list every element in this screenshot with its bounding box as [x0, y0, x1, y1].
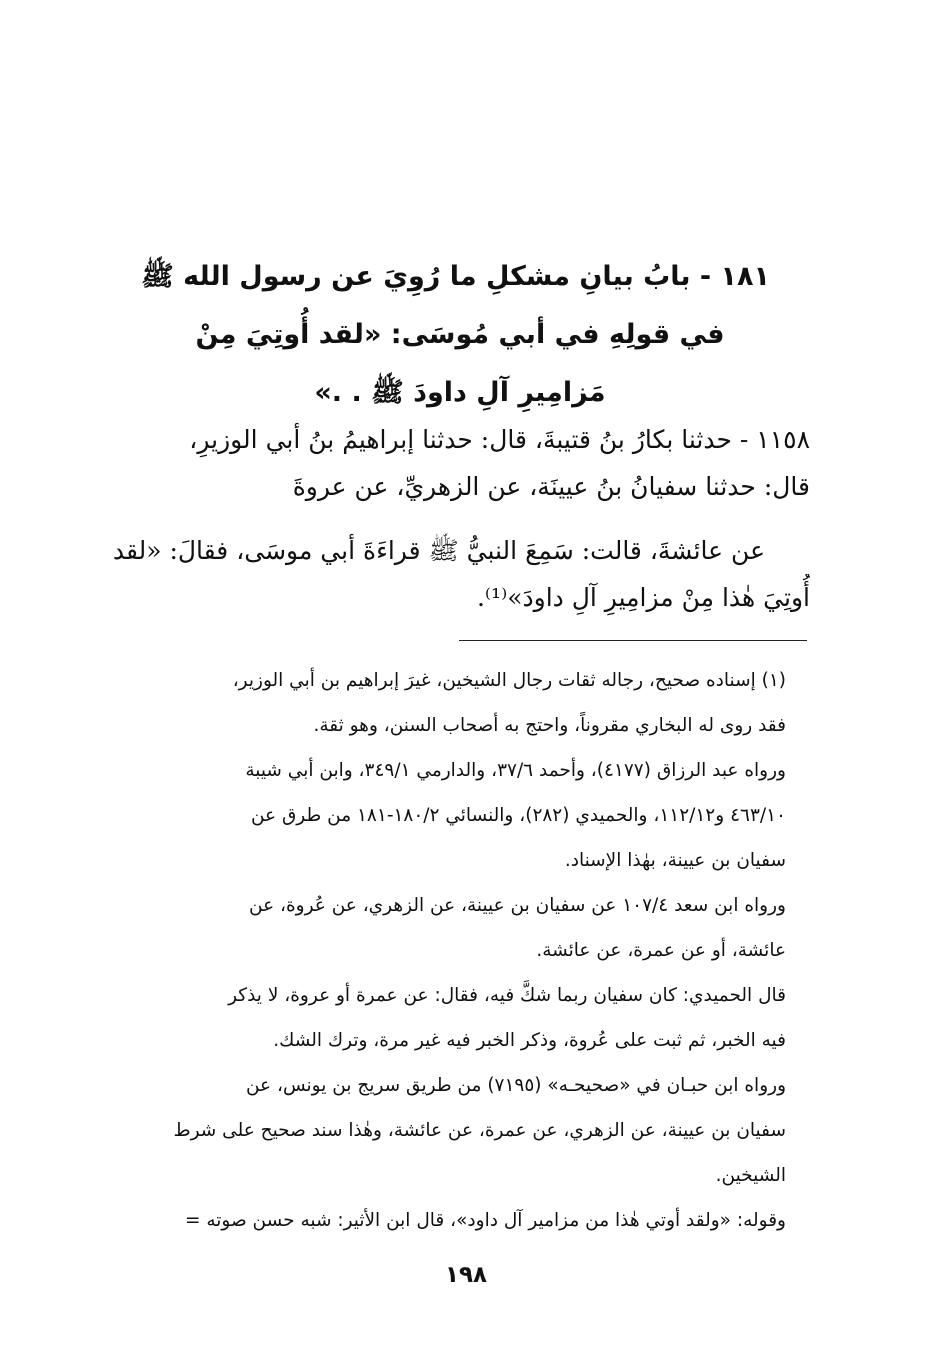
footnote-line: ورواه عبد الرزاق (٤١٧٧)، وأحمد ٣٧/٦، والدارمي ٣٤٩/١، وابن أبي شيبة	[245, 760, 786, 781]
hadith-isnad-paragraph	[105, 416, 810, 510]
footnote-line: فقد روى له البخاري مقروناً، واحتج به أصحاب السنن، وهو ثقة.	[313, 715, 786, 736]
hadith-line: أُوتِيَ هٰذا مِنْ مزامِيرِ آلِ داودَ»⁽¹⁾.	[476, 583, 810, 612]
footnote-line: ورواه ابن حبـان في «صحيحـه» (٧١٩٥) من طريق سريج بن يونس، عن	[245, 1075, 786, 1096]
footnote-paragraph	[108, 1198, 808, 1243]
footnote-paragraph	[108, 658, 808, 748]
footnote-line: قال الحميدي: كان سفيان ربما شكَّ فيه، فقال: عن عمرة أو عروة، لا يذكر	[228, 985, 786, 1006]
footnote-paragraph	[108, 883, 808, 973]
hadith-matn-paragraph	[105, 527, 810, 621]
chapter-heading-line: ١٨١ - بابُ بيانِ مشكلِ ما رُوِيَ عن رسول الله ﷺ	[141, 261, 770, 292]
footnotes-section	[108, 658, 808, 1243]
footnote-line: (١) إسناده صحيح، رجاله ثقات رجال الشيخين، غيرَ إبراهيم بن أبي الوزير،	[232, 670, 786, 691]
chapter-heading-line: مَزامِيرِ آلِ داودَ ﷺ . .»	[314, 377, 606, 408]
footnote-paragraph	[108, 973, 808, 1063]
footnote-divider	[459, 640, 807, 641]
footnote-line: سفيان بن عيينة، عن الزهري، عن عمرة، عن عائشة، وهٰذا سند صحيح على شرط	[173, 1120, 786, 1141]
footnote-line: سفيان بن عيينة، بهٰذا الإسناد.	[564, 850, 786, 871]
footnote-line: ٤٦٣/١٠ و١١٢/١٢، والحميدي (٢٨٢)، والنسائي ١٨٠/٢-١٨١ من طرق عن	[250, 805, 786, 826]
page-number: ١٩٨	[444, 1262, 488, 1288]
footnote-line: فيه الخبر، ثم ثبت على عُروة، وذكر الخبر فيه غير مرة، وترك الشك.	[273, 1030, 786, 1051]
footnote-line: وقوله: «ولقد أوتي هٰذا من مزامير آل داود»، قال ابن الأثير: شبه حسن صوته =	[184, 1210, 786, 1231]
chapter-heading-line: في قولِهِ في أبي مُوسَى: «لقد أُوتِيَ مِنْ	[195, 319, 725, 350]
footnote-line: الشيخين.	[715, 1165, 786, 1186]
hadith-line: عن عائشةَ، قالت: سَمِعَ النبيُّ ﷺ قراءَةَ أبي موسَى، فقالَ: «لقد	[112, 536, 765, 565]
hadith-line: ١١٥٨ - حدثنا بكارُ بنُ قتيبةَ، قال: حدثنا إبراهيمُ بنُ أبي الوزيرِ،	[189, 425, 810, 454]
chapter-heading	[141, 248, 770, 422]
footnote-paragraph	[108, 1063, 808, 1198]
footnote-line: ورواه ابن سعد ١٠٧/٤ عن سفيان بن عيينة، عن الزهري، عن عُروة، عن	[248, 895, 786, 916]
footnote-paragraph	[108, 748, 808, 883]
footnote-line: عائشة، أو عن عمرة، عن عائشة.	[536, 940, 786, 961]
hadith-line: قال: حدثنا سفيانُ بنُ عيينَة، عن الزهريِّ، عن عروةَ	[292, 472, 810, 501]
